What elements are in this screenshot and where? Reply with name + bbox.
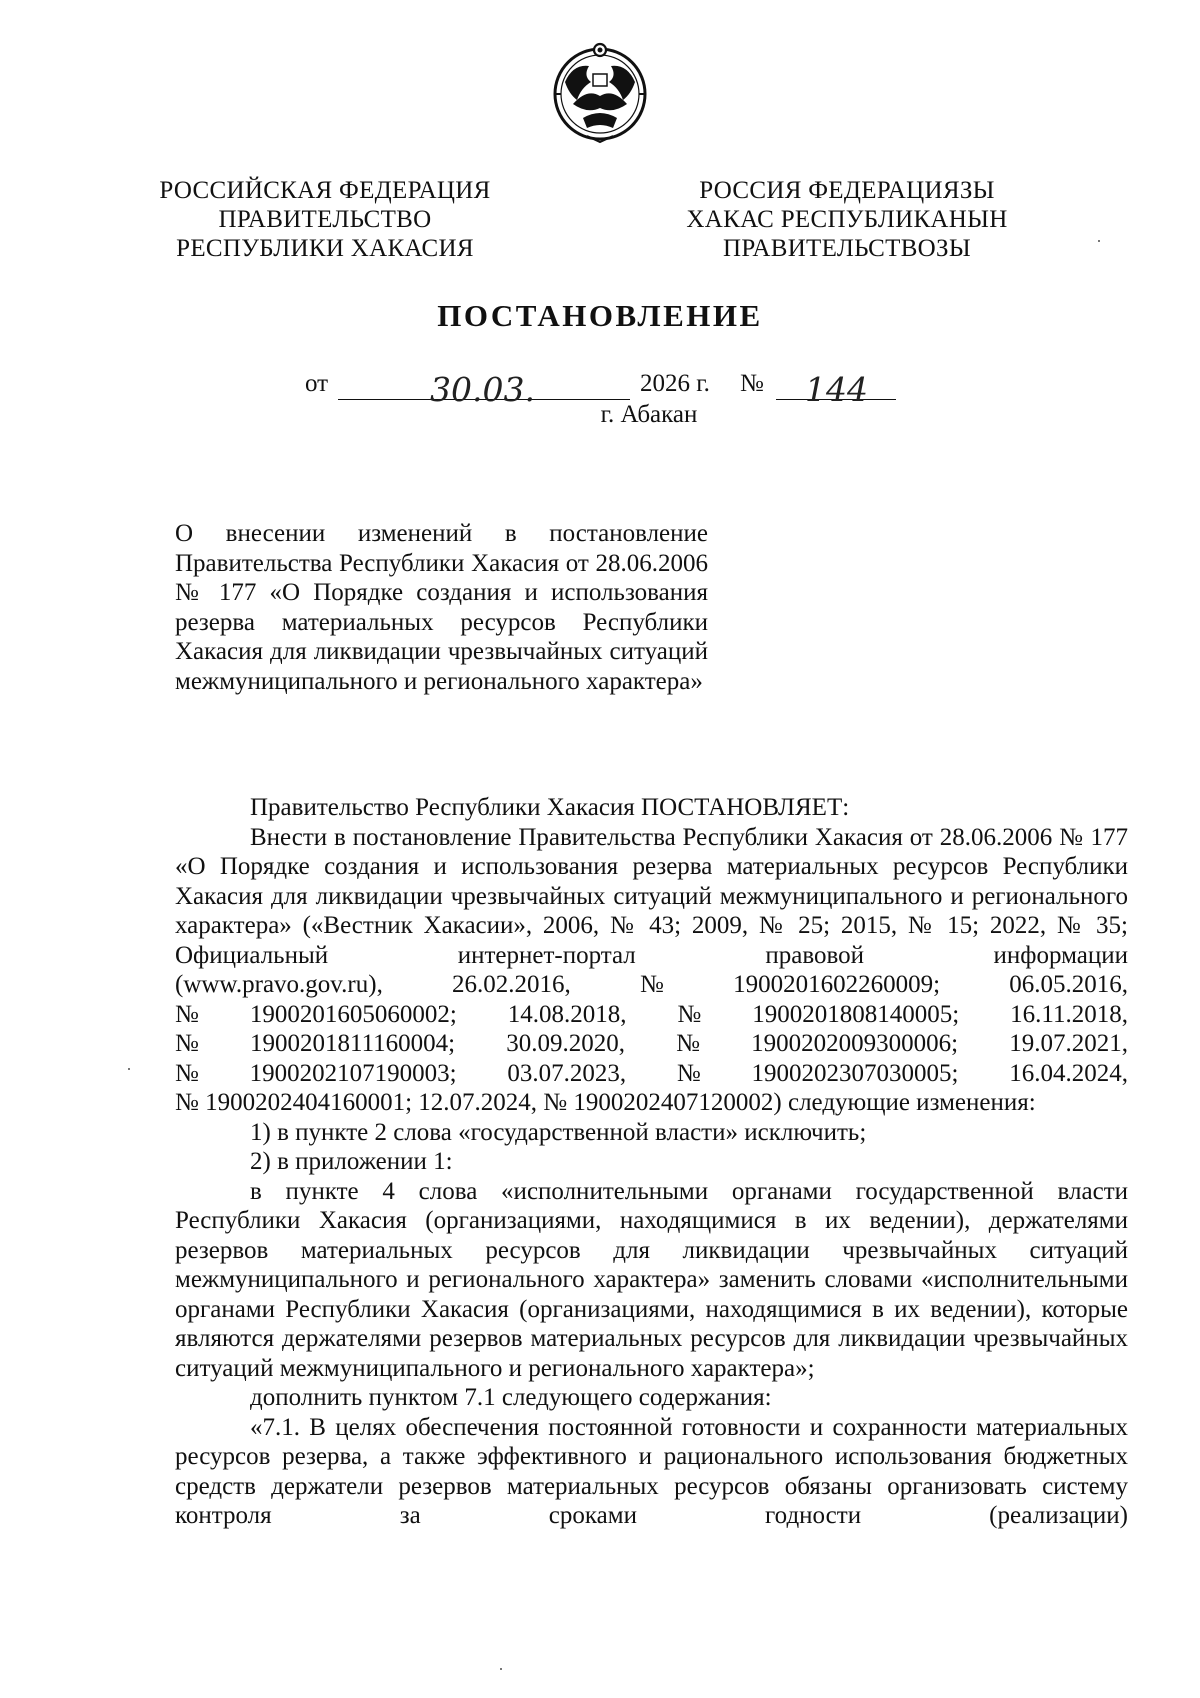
coat-of-arms-emblem xyxy=(543,38,657,148)
from-label: от xyxy=(305,370,329,397)
header-right-line-3: ПРАВИТЕЛЬСТВОЗЫ xyxy=(723,235,971,262)
decree-line: Правительство Республики Хакасия ПОСТАНОВЛЯЕТ: xyxy=(250,794,850,821)
paragraph-point-4: в пункте 4 слова «исполнительными органами государственной власти Республики Хакасия (организациями, находящимися в их ведении), держателями резервов материальных ресурсов для ликвидации чрезвычайных ситуаций межмуниципального и регионального характера» заменить словами «исполнительными органами Республики Хакасия (организациями, находящимися в их ведении), которые являются держателями резервов материальных ресурсов для ликвидации чрезвычайных ситуаций межмуниципального и регионального характера»; xyxy=(175,1177,1128,1382)
header-left-line-1: РОССИЙСКАЯ ФЕДЕРАЦИЯ xyxy=(159,177,491,204)
document-type-title: ПОСТАНОВЛЕНИЕ xyxy=(437,298,763,333)
number-label: № xyxy=(740,370,764,397)
header-left-line-3: РЕСПУБЛИКИ ХАКАСИЯ xyxy=(176,235,474,262)
header-khakas xyxy=(647,176,1047,263)
header-right-line-1: РОССИЯ ФЕДЕРАЦИЯЗЫ xyxy=(699,177,995,204)
city-label: г. Абакан xyxy=(600,401,698,428)
scan-speck xyxy=(128,1068,130,1070)
scan-speck xyxy=(1098,240,1100,242)
reference-row-2: № 1900201605060002; 14.08.2018, № 1900201808140005; 16.11.2018, xyxy=(175,1000,1128,1028)
item-1: 1) в пункте 2 слова «государственной власти» исключить; xyxy=(250,1118,867,1146)
reference-row-1: (www.pravo.gov.ru), 26.02.2016, № 1900201602260009; 06.05.2016, xyxy=(175,971,1128,998)
handwritten-number: 144 xyxy=(805,370,868,409)
handwritten-date: 30.03. xyxy=(430,370,535,409)
header-right-line-2: ХАКАС РЕСПУБЛИКАНЫН xyxy=(686,206,1008,233)
paragraph-7-1-intro: дополнить пунктом 7.1 следующего содержания: xyxy=(250,1384,772,1411)
item-2: 2) в приложении 1: xyxy=(250,1148,453,1175)
paragraph-7-1: «7.1. В целях обеспечения постоянной готовности и сохранности материальных ресурсов резерва, а также эффективного и рационального использования бюджетных средств держатели резервов материальных ресурсов обязаны организовать систему контроля за сроками годности (реализации) xyxy=(175,1413,1128,1529)
date-number-line xyxy=(0,370,1200,409)
reference-row-3: № 1900201811160004; 30.09.2020, № 1900202009300006; 19.07.2021, xyxy=(175,1030,1128,1057)
document-body xyxy=(175,793,1128,1531)
document-subject: О внесении изменений в постановление Правительства Республики Хакасия от 28.06.2006 № 177 «О Порядке создания и использования резерва материальных ресурсов Республики Хакасия для ликвидации чрезвычайных ситуаций межмуниципального и регионального характера» xyxy=(175,520,708,695)
intro-paragraph: Внести в постановление Правительства Республики Хакасия от 28.06.2006 № 177 «О Порядке создания и использования резерва материальных ресурсов Республики Хакасия для ликвидации чрезвычайных ситуаций межмуниципального и регионального характера» («Вестник Хакасии», 2006, № 43; 2009, № 25; 2015, № 15; 2022, № 35; Официальный интернет-портал правовой информации xyxy=(175,823,1128,969)
scan-speck xyxy=(500,1668,502,1670)
year-label: 2026 г. xyxy=(640,370,710,397)
reference-tail: № 1900202404160001; 12.07.2024, № 1900202407120002) следующие изменения: xyxy=(175,1089,1036,1116)
header-left-line-2: ПРАВИТЕЛЬСТВО xyxy=(218,206,432,233)
header-russian xyxy=(125,176,525,263)
reference-row-4: № 1900202107190003; 03.07.2023, № 1900202307030005; 16.04.2024, xyxy=(175,1059,1128,1087)
